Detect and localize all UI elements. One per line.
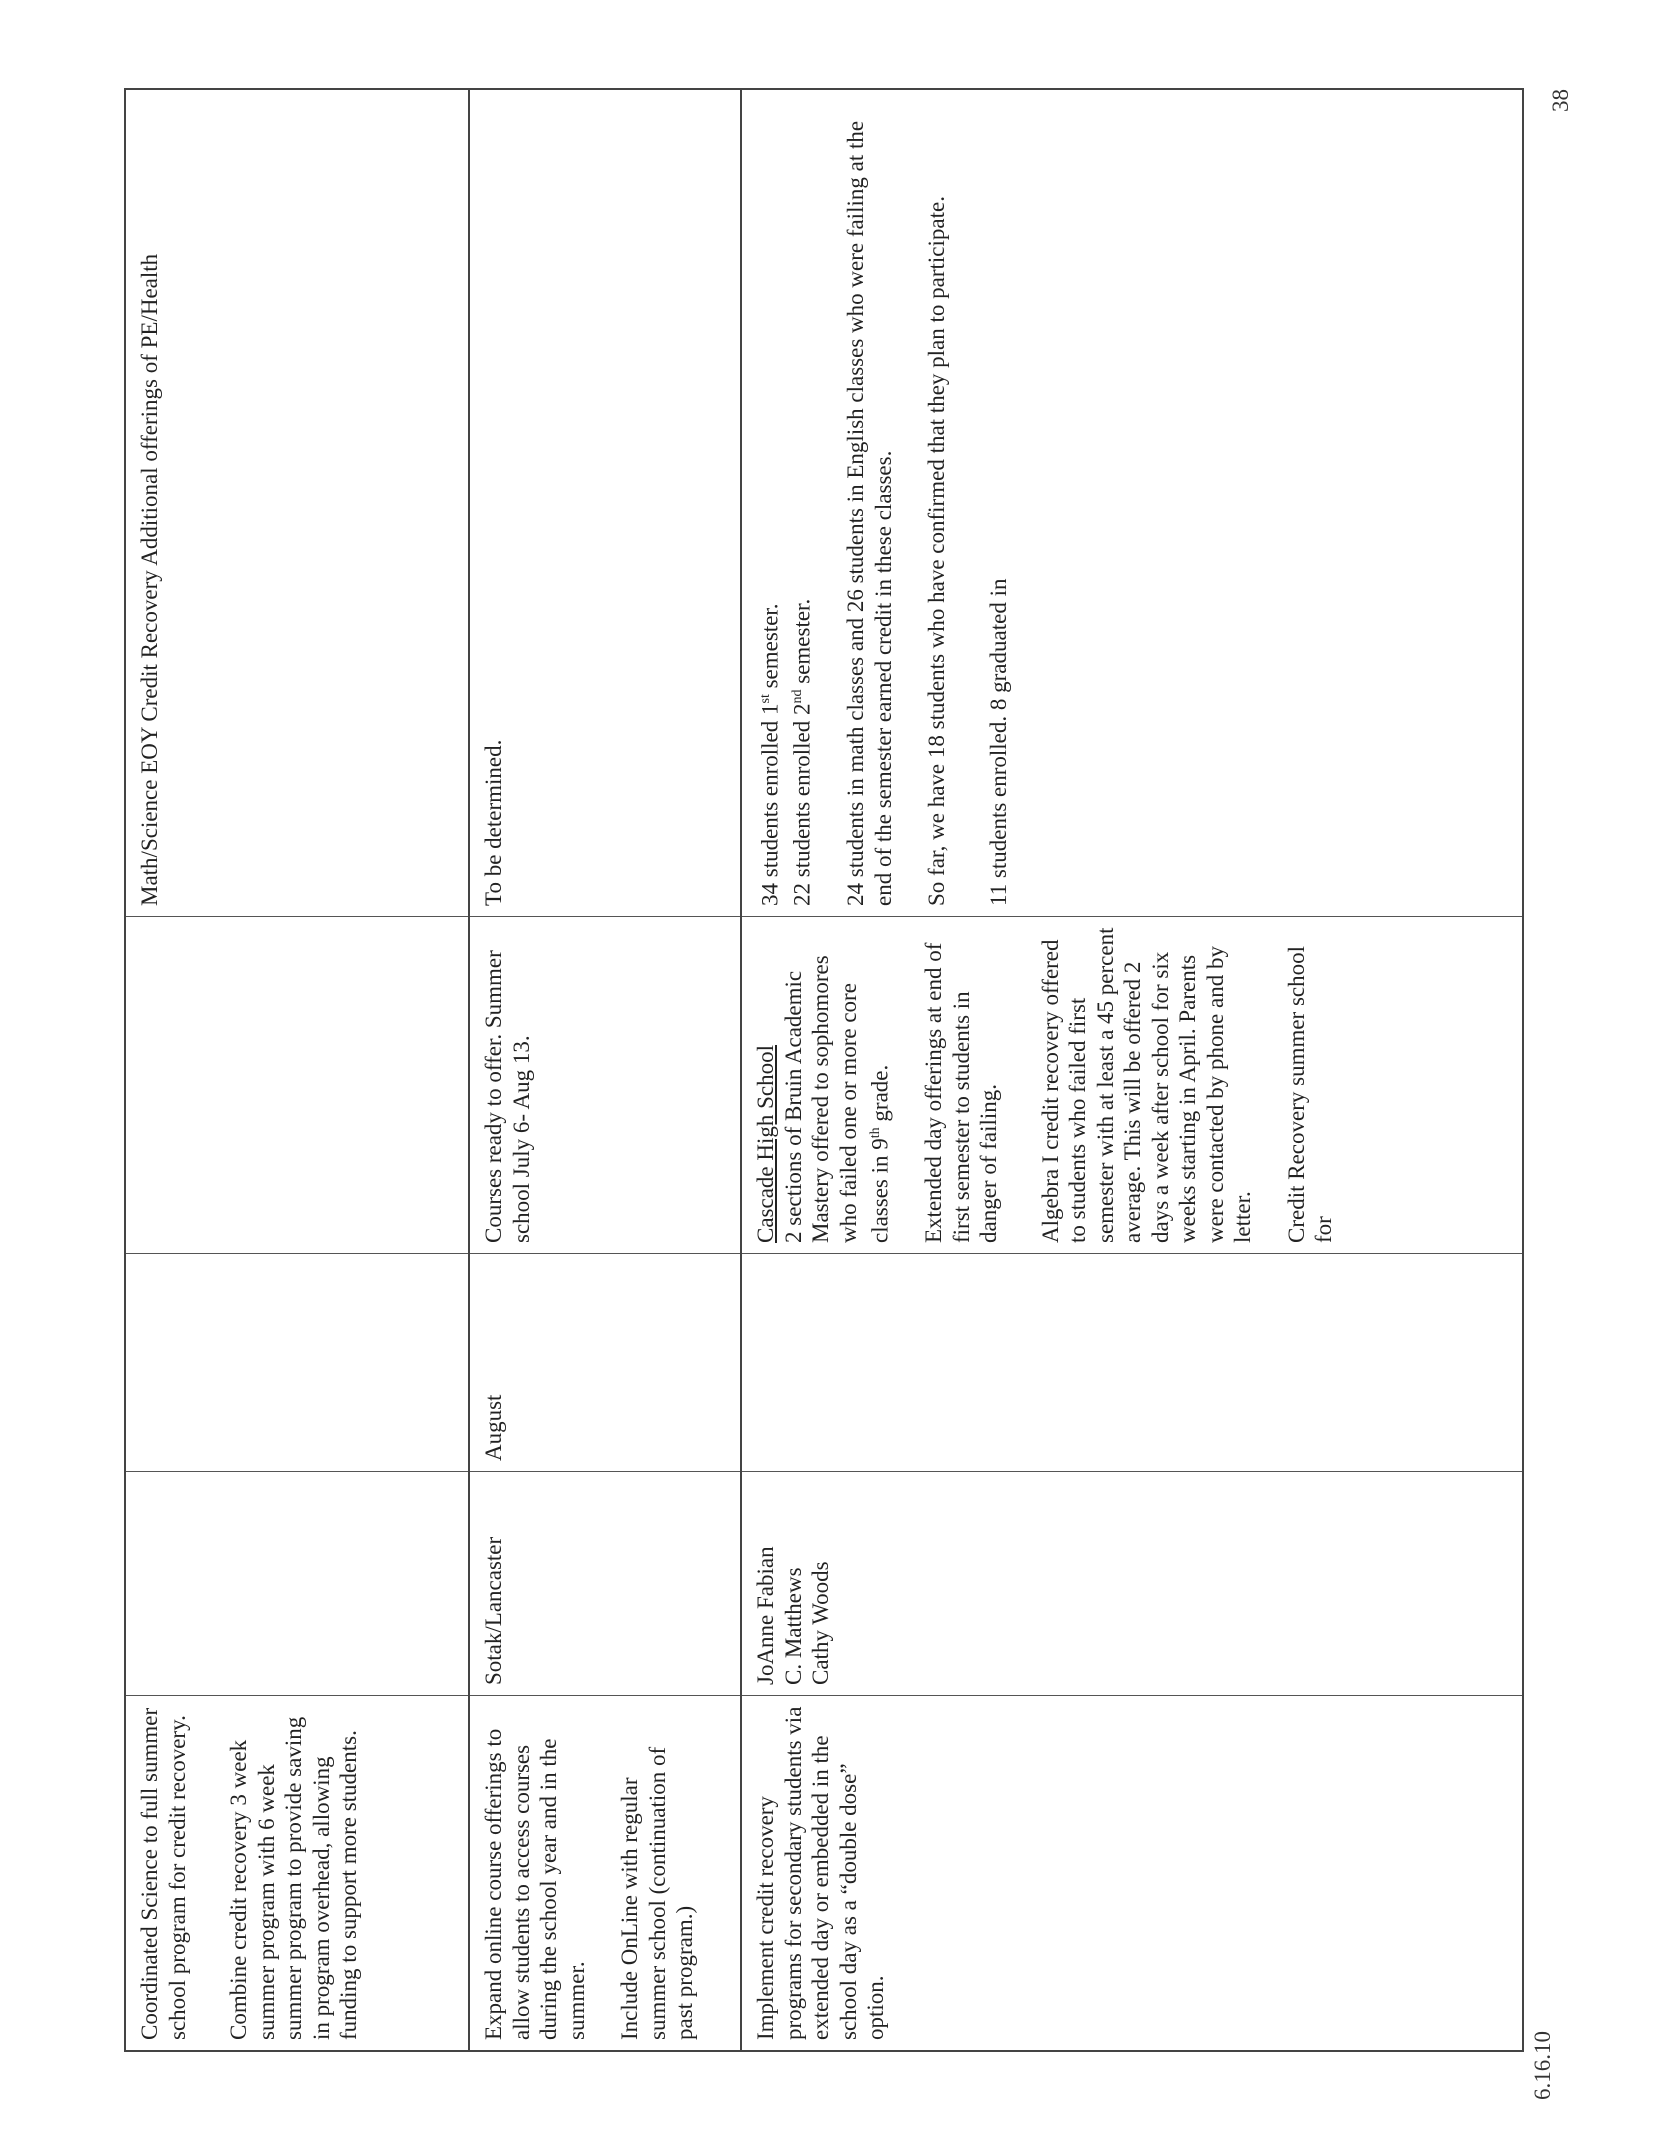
credit-recovery-table	[124, 88, 1524, 2052]
timeline-text: August	[481, 1394, 506, 1461]
strategy-cell	[742, 1695, 1522, 2050]
results-text: Math/Science EOY Credit Recovery Additional offerings of PE/Health	[137, 253, 162, 906]
evidence-cell	[126, 916, 468, 1253]
responsible-name: Cathy Woods	[808, 1561, 833, 1685]
strategy-text: Include OnLine with regular summer school (continuation of past program.)	[617, 1746, 697, 2040]
results-text: 24 students in math classes and 26 students in English classes who were failing at the end of the semester earned credit in these classes.	[843, 120, 896, 906]
responsible-cell	[742, 1471, 1522, 1695]
footer-date: 6.16.10	[1530, 2031, 1555, 2100]
results-text: 34 students enrolled 1st semester.	[757, 603, 783, 906]
table-row	[124, 88, 468, 2052]
evidence-cell	[470, 916, 740, 1253]
strategy-cell	[126, 1695, 468, 2050]
responsible-name: JoAnne Fabian	[753, 1546, 778, 1685]
evidence-text: Courses ready to offer. Summer school July 6- Aug 13.	[481, 950, 534, 1243]
timeline-cell	[470, 1253, 740, 1471]
strategy-text: Implement credit recovery programs for secondary students via extended day or embedded in the school day as a “double dose” option.	[753, 1706, 888, 2040]
results-cell	[742, 90, 1522, 916]
results-text: To be determined.	[481, 739, 506, 906]
results-cell	[126, 90, 468, 916]
timeline-cell	[126, 1253, 468, 1471]
results-text: 11 students enrolled. 8 graduated in	[985, 578, 1011, 906]
evidence-text: 2 sections of Bruin Academic Mastery offered to sophomores who failed one or more core classes in 9th grade.	[780, 955, 893, 1243]
results-text: So far, we have 18 students who have confirmed that they plan to participate.	[924, 196, 950, 906]
strategy-text: Combine credit recovery 3 week summer program with 6 week summer program to provide saving in program overhead, allowing funding to support more students.	[226, 1716, 361, 2040]
responsible-cell	[126, 1471, 468, 1695]
results-cell	[470, 90, 740, 916]
evidence-cell	[742, 916, 1522, 1253]
timeline-cell	[742, 1253, 1522, 1471]
table-row	[740, 88, 1524, 2052]
strategy-text: Coordinated Science to full summer school program for credit recovery.	[137, 1707, 190, 2040]
table-row	[468, 88, 740, 2052]
responsible-cell	[470, 1471, 740, 1695]
strategy-cell	[470, 1695, 740, 2050]
evidence-text: Extended day offerings at end of first semester to students in danger of failing.	[921, 942, 1002, 1243]
strategy-text: Expand online course offerings to allow students to access courses during the school year and in the summer.	[481, 1728, 589, 2040]
responsible-name: C. Matthews	[780, 1567, 806, 1685]
results-text: 22 students enrolled 2nd semester.	[789, 598, 815, 906]
evidence-text: Algebra I credit recovery offered to students who failed first semester with at least a 45 percent average. This will be offered 2 days a week after school for six weeks starting in April. Parents were contacted by phone and by letter.	[1037, 927, 1256, 1243]
responsible-text: Sotak/Lancaster	[481, 1536, 506, 1685]
evidence-text: Credit Recovery summer school for	[1283, 945, 1337, 1243]
school-name: Cascade High School	[753, 1044, 778, 1243]
page-number: 38	[1548, 89, 1573, 112]
